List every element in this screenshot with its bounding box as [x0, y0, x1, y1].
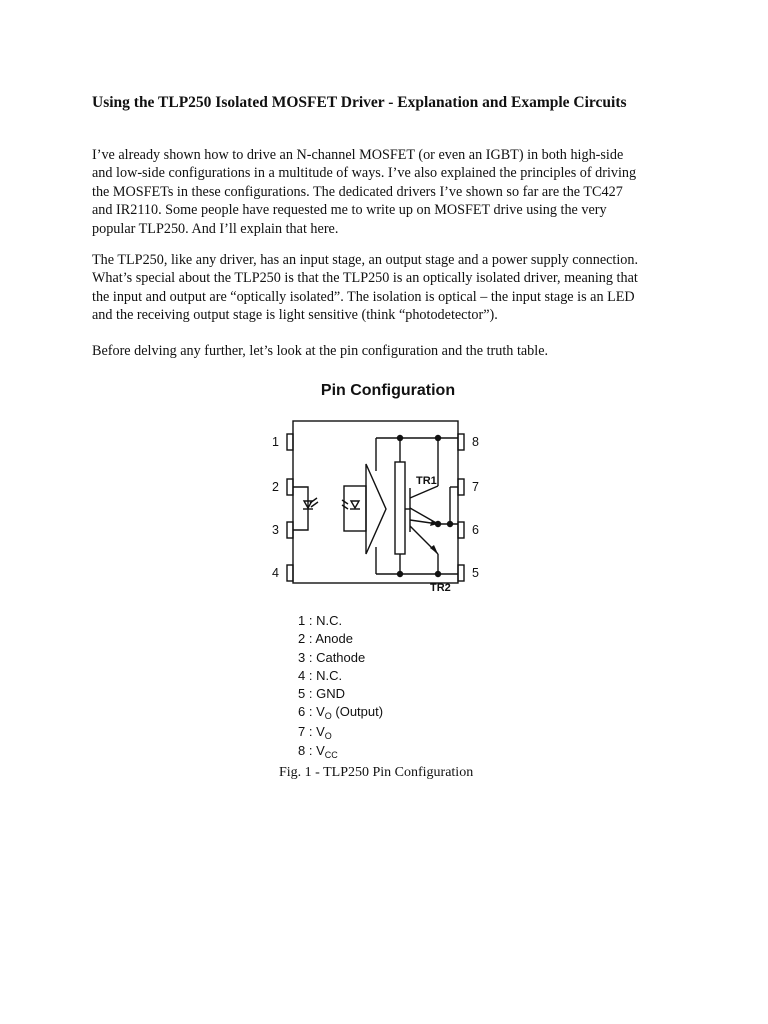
legend-subscript: O — [324, 730, 332, 741]
transistor-label-tr1: TR1 — [416, 475, 437, 487]
pin-number-8: 8 — [472, 435, 479, 449]
legend-pin-name: V — [316, 704, 325, 720]
text-line: popular TLP250. And I’ll explain that here. — [92, 220, 339, 237]
pin-number-2: 2 — [272, 480, 279, 494]
text-line: the MOSFETs in these configurations. The dedicated drivers I’ve shown so far are the TC427 — [92, 183, 623, 200]
pin-7-stub — [458, 479, 464, 495]
pin-number-6: 6 — [472, 523, 479, 537]
pin-configuration-diagram — [258, 376, 518, 616]
transistor-label-tr2: TR2 — [430, 582, 451, 594]
legend-item — [298, 685, 438, 703]
circuit-schematic — [258, 376, 518, 616]
legend-separator: : — [305, 649, 317, 665]
legend-pin-name: V — [316, 743, 325, 759]
legend-item — [298, 723, 438, 742]
text-line: the input and output are “optically isolated”. The isolation is optical – the input stage is an LED — [92, 288, 635, 305]
legend-note: (Output) — [331, 704, 384, 720]
legend-pin-number: 5 — [298, 686, 306, 702]
paragraph-lead-in — [92, 342, 692, 360]
legend-separator: : — [305, 704, 317, 720]
photodiode-symbol — [351, 501, 359, 508]
legend-subscript: CC — [324, 750, 338, 761]
pin-1-stub — [287, 434, 293, 450]
legend-separator: : — [305, 613, 317, 628]
pin-8-stub — [458, 434, 464, 450]
text-line: and the receiving output stage is light sensitive (think “photodetector”). — [92, 307, 498, 324]
pin-5-stub — [458, 565, 464, 581]
legend-pin-number: 2 — [298, 631, 306, 647]
pin-2-stub — [287, 479, 293, 495]
legend-item — [298, 667, 438, 685]
legend-pin-name: GND — [316, 686, 345, 702]
pin-legend — [298, 612, 438, 761]
legend-separator: : — [305, 631, 316, 647]
legend-separator: : — [305, 743, 317, 759]
legend-pin-name: V — [316, 723, 325, 739]
pin-4-stub — [287, 565, 293, 581]
legend-item — [298, 703, 438, 722]
text-line: The TLP250, like any driver, has an input stage, an output stage and a power supply connection. — [92, 252, 639, 268]
legend-pin-number: 6 — [298, 704, 306, 720]
text-line: Before delving any further, let’s look at the pin configuration and the truth table. — [92, 343, 549, 359]
document-title: Using the TLP250 Isolated MOSFET Driver - Explanation and Example Circuits — [92, 94, 627, 111]
legend-separator: : — [305, 667, 317, 683]
pin-number-3: 3 — [272, 523, 279, 537]
legend-pin-number: 4 — [298, 667, 306, 683]
pin-3-stub — [287, 522, 293, 538]
legend-pin-name: N.C. — [316, 667, 343, 683]
figure-caption: Fig. 1 - TLP250 Pin Configuration — [279, 765, 474, 780]
pin-6-stub — [458, 522, 464, 538]
pin-number-7: 7 — [472, 480, 479, 494]
legend-pin-number: 7 — [298, 723, 306, 739]
legend-separator: : — [305, 723, 317, 739]
legend-pin-number: 1 — [298, 613, 306, 628]
legend-separator: : — [305, 686, 317, 702]
text-line: I’ve already shown how to drive an N-channel MOSFET (or even an IGBT) in both high-side — [92, 147, 624, 163]
legend-item — [298, 612, 438, 630]
legend-item — [298, 742, 438, 761]
legend-pin-number: 3 — [298, 649, 306, 665]
pin-number-5: 5 — [472, 566, 479, 580]
legend-item — [298, 630, 438, 648]
legend-pin-number: 8 — [298, 743, 306, 759]
legend-pin-name: Anode — [315, 631, 353, 647]
figure-title: Pin Configuration — [320, 382, 456, 399]
pin-number-4: 4 — [272, 566, 279, 580]
legend-pin-name: N.C. — [316, 613, 343, 628]
legend-item — [298, 649, 438, 667]
paragraph-description — [92, 251, 692, 325]
text-line: and low-side configurations in a multitude of ways. I’ve also explained the principles of driving — [92, 165, 637, 182]
legend-subscript: O — [324, 711, 332, 722]
legend-pin-name: Cathode — [316, 649, 366, 665]
amplifier-triangle — [366, 464, 386, 554]
paragraph-intro — [92, 146, 692, 238]
text-line: and IR2110. Some people have requested me to write up on MOSFET drive using the very — [92, 202, 607, 219]
driver-bar — [395, 462, 405, 554]
text-line: What’s special about the TLP250 is that the TLP250 is an optically isolated driver, meaning that — [92, 270, 638, 287]
pin-number-1: 1 — [272, 435, 279, 449]
